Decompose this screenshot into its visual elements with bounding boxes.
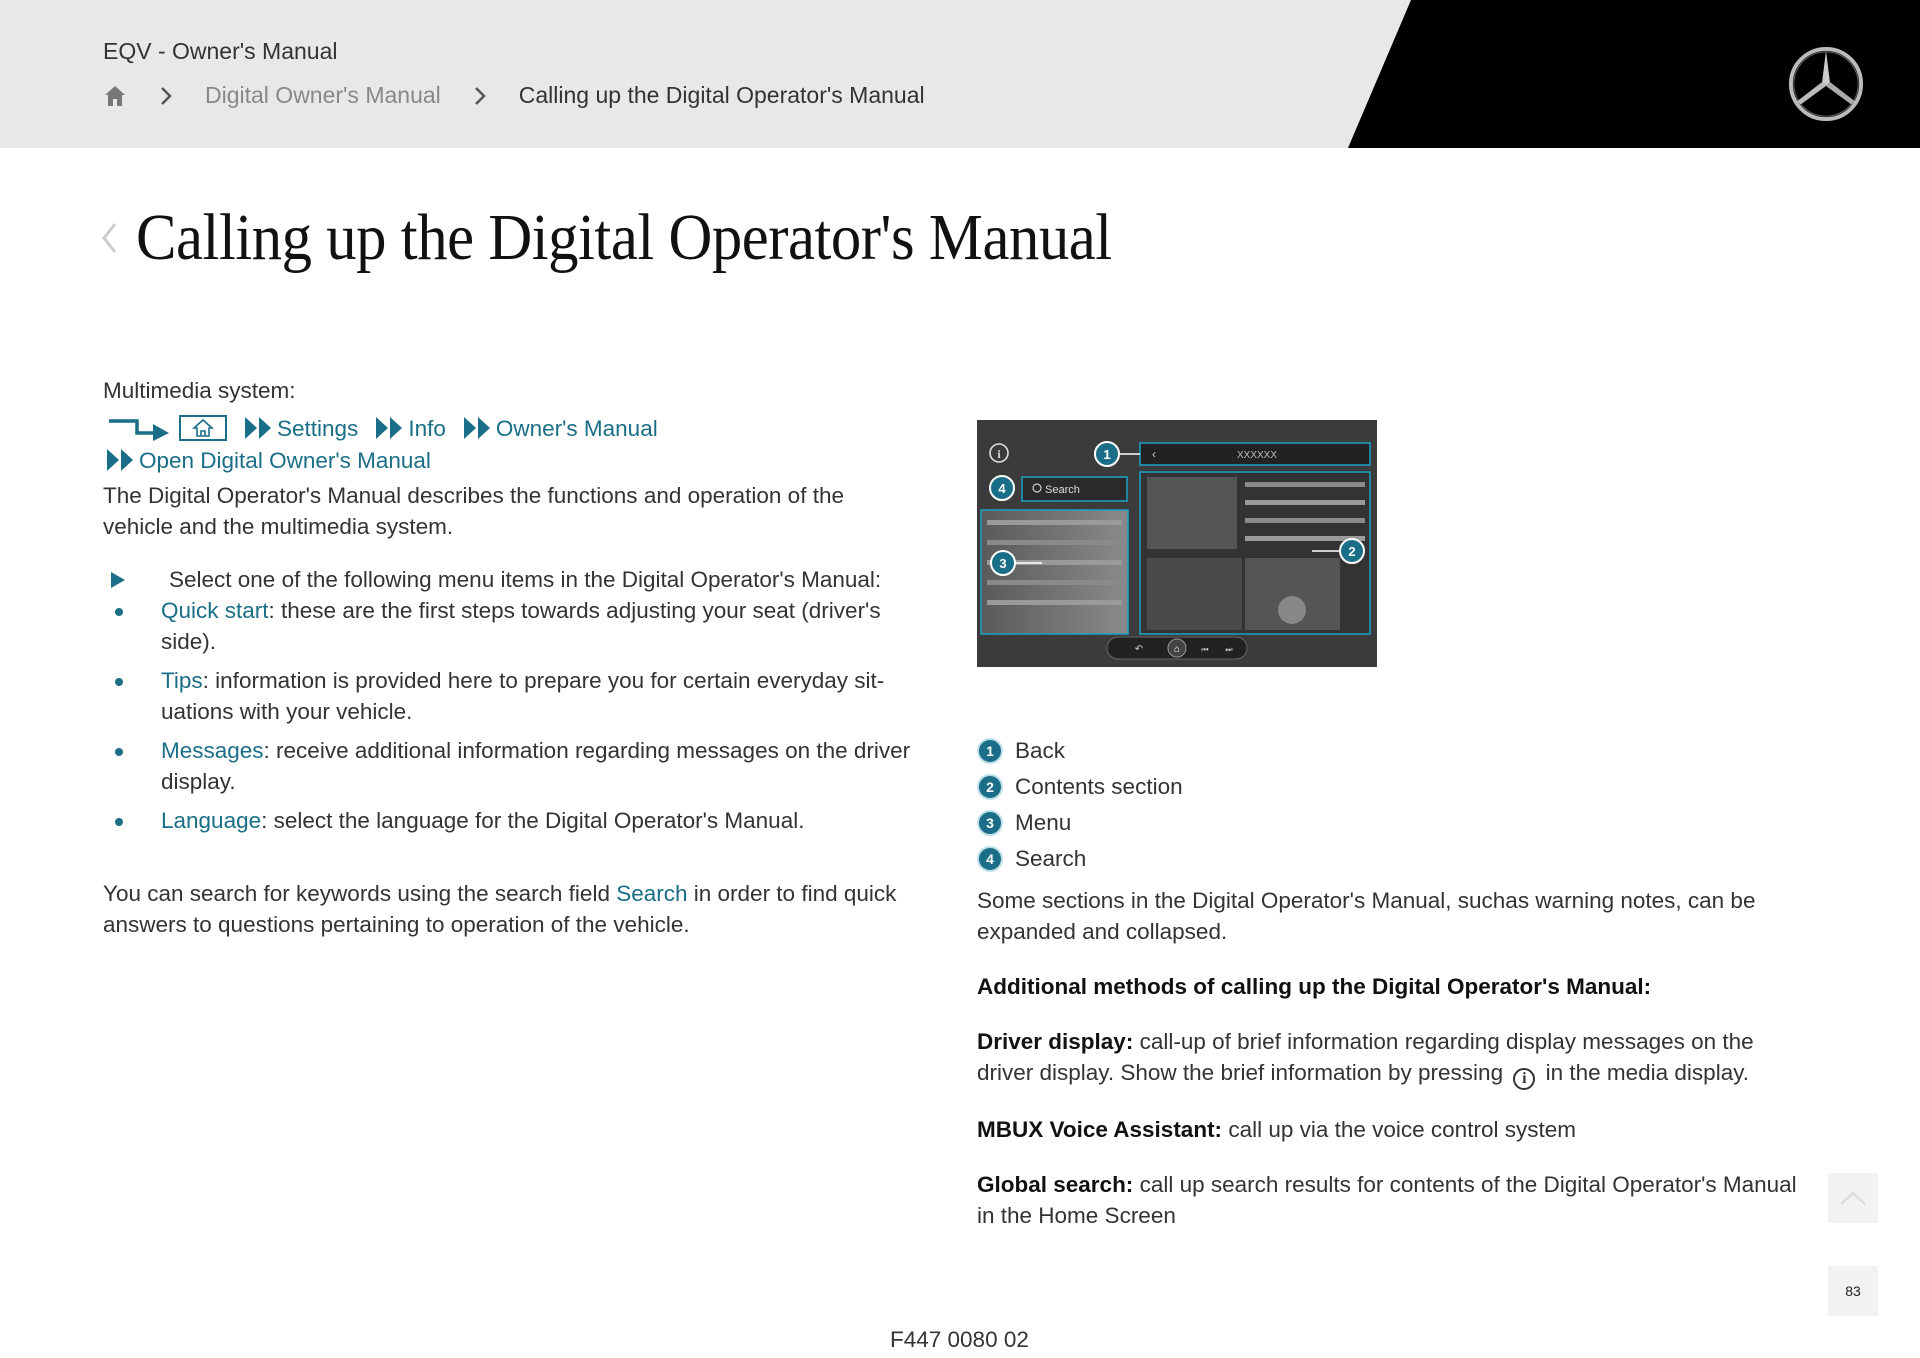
driver-display-label: Driver display: <box>977 1029 1134 1054</box>
bullet-dot <box>115 608 123 616</box>
page-number: 83 <box>1845 1283 1861 1299</box>
menu-item-text: : information is provided here to prepare you for certain everyday sit-uations with your vehicle. <box>161 668 885 724</box>
page-title-wrap <box>100 200 1197 276</box>
double-chevron-icon <box>376 417 404 439</box>
double-chevron-icon <box>464 417 492 439</box>
menu-item-text: : these are the first steps towards adjusting your seat (driver's side). <box>161 598 881 654</box>
bullet-dot <box>115 818 123 826</box>
manual-description: The Digital Operator's Manual describes the functions and operation of the vehicle and the multimedia system. <box>103 483 844 539</box>
global-search-label: Global search: <box>977 1172 1134 1197</box>
multimedia-system-label: Multimedia system: <box>103 378 296 403</box>
path-settings-link[interactable]: Settings <box>277 415 359 441</box>
menu-item-term[interactable]: Quick start <box>161 598 269 623</box>
methods-heading-text: Additional methods of calling up the Digital Operator's Manual: <box>977 974 1652 999</box>
screen-search-label: Search <box>1045 484 1080 496</box>
search-paragraph <box>103 878 913 940</box>
search-term-link[interactable]: Search <box>616 881 688 906</box>
breadcrumb-link-digital-owners-manual[interactable]: Digital Owner's Manual <box>205 82 441 108</box>
bullet-dot <box>115 748 123 756</box>
breadcrumb-current: Calling up the Digital Operator's Manual <box>518 82 925 108</box>
chevron-right-icon <box>159 85 173 107</box>
legend-item-back <box>977 733 1183 769</box>
left-column <box>103 375 913 940</box>
svg-text:‹: ‹ <box>1152 447 1156 461</box>
right-column-text <box>977 885 1797 1255</box>
page-number-button[interactable] <box>1828 1266 1878 1316</box>
path-open-manual-link[interactable]: Open Digital Owner's Manual <box>139 447 431 473</box>
driver-display-paragraph <box>977 1026 1797 1090</box>
legend-label: Back <box>1015 738 1066 763</box>
callout-number-badge: 1 <box>977 738 1003 764</box>
menu-items-list <box>103 595 913 836</box>
driver-display-text-after: in the media display. <box>1539 1060 1750 1085</box>
mercedes-star-logo <box>1787 45 1865 123</box>
double-chevron-icon <box>107 449 135 471</box>
callout-number-badge: 3 <box>977 810 1003 836</box>
bullet-dot <box>115 678 123 686</box>
chevron-up-icon <box>1838 1189 1868 1207</box>
home-icon[interactable] <box>103 84 127 108</box>
legend-label: Search <box>1015 846 1087 871</box>
voice-assistant-text: call up via the voice control system <box>1222 1117 1576 1142</box>
svg-text:⌂: ⌂ <box>1173 644 1181 655</box>
double-chevron-icon <box>245 417 273 439</box>
figure-code: F447 0080 02 <box>890 1327 1029 1352</box>
list-item <box>103 735 913 797</box>
callout-1-label: 1 <box>1103 447 1111 462</box>
search-para-text: You can search for keywords using the search field <box>103 881 617 906</box>
legend-label: Contents section <box>1015 774 1183 799</box>
svg-text:⏭: ⏭ <box>1225 645 1233 654</box>
callout-number-badge: 4 <box>977 846 1003 872</box>
home-button-icon[interactable] <box>179 415 227 441</box>
legend-item-search <box>977 841 1183 877</box>
info-icon: i <box>1513 1068 1535 1090</box>
voice-assistant-label: MBUX Voice Assistant: <box>977 1117 1223 1142</box>
document-title: EQV - Owner's Manual <box>103 38 338 64</box>
chevron-right-icon <box>473 85 487 107</box>
instruction-step <box>103 564 913 595</box>
back-chevron-icon[interactable] <box>100 218 120 258</box>
menu-item-term[interactable]: Tips <box>161 668 203 693</box>
list-item <box>103 665 913 727</box>
callout-legend <box>977 733 1183 877</box>
menu-path-row-2 <box>103 444 913 476</box>
menu-item-text: : select the language for the Digital Operator's Manual. <box>261 808 805 833</box>
voice-assistant-paragraph <box>977 1114 1797 1145</box>
legend-label: Menu <box>1015 810 1072 835</box>
list-item <box>103 805 913 836</box>
menu-item-term[interactable]: Messages <box>161 738 264 763</box>
path-info-link[interactable]: Info <box>408 415 446 441</box>
scroll-to-top-button[interactable] <box>1828 1173 1878 1223</box>
breadcrumb <box>103 82 925 109</box>
header-black-wedge <box>0 0 1920 148</box>
menu-item-text: : receive additional information regarding messages on the driver display. <box>161 738 911 794</box>
path-owners-manual-link[interactable]: Owner's Manual <box>495 415 658 441</box>
legend-item-contents <box>977 769 1183 805</box>
global-search-paragraph <box>977 1169 1797 1231</box>
svg-text:⏮: ⏮ <box>1201 645 1209 654</box>
search-para-text: in order to find quick answers to questions pertaining to operation of the vehicle. <box>103 881 897 937</box>
instruction-text: Select one of the following menu items in the Digital Operator's Manual: <box>169 567 882 592</box>
header <box>0 0 1920 148</box>
screen-title-placeholder: XXXXXX <box>1236 450 1278 461</box>
callout-2-label: 2 <box>1348 544 1356 559</box>
methods-heading <box>977 971 1797 1002</box>
global-search-text: call up search results for contents of the Digital Operator's Manual in the Home Screen <box>977 1172 1797 1228</box>
step-triangle-icon <box>111 572 125 588</box>
list-item <box>103 595 913 657</box>
enter-arrow-icon <box>107 415 169 441</box>
expand-collapse-note: Some sections in the Digital Operator's Manual, suchas warning notes, can be expanded and collapsed. <box>977 888 1756 944</box>
callout-number-badge: 2 <box>977 774 1003 800</box>
multimedia-screen-illustration <box>977 420 1377 667</box>
callout-3-label: 3 <box>999 556 1007 571</box>
callout-4-label: 4 <box>998 481 1006 496</box>
legend-item-menu <box>977 805 1183 841</box>
svg-text:i: i <box>997 447 1001 461</box>
svg-text:↶: ↶ <box>1134 644 1144 655</box>
menu-item-term[interactable]: Language <box>161 808 262 833</box>
page-title: Calling up the Digital Operator's Manual <box>136 201 1112 274</box>
menu-path-row <box>103 412 913 444</box>
driver-display-text: call-up of brief information regarding display messages on the driver display. Show the brief information by pressing <box>977 1029 1754 1085</box>
